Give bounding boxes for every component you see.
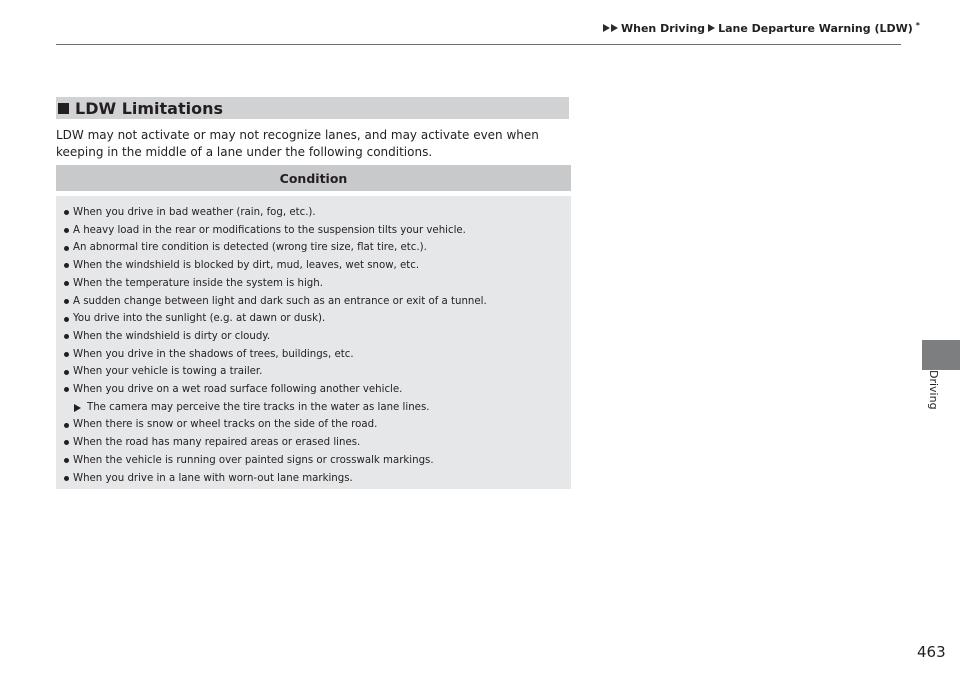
condition-text: When you drive in bad weather (rain, fog, etc.). xyxy=(73,207,316,218)
section-title: LDW Limitations xyxy=(75,98,224,118)
condition-text: A heavy load in the rear or modifications to the suspension tilts your vehicle. xyxy=(73,224,466,236)
bullet-icon xyxy=(64,476,69,481)
condition-item xyxy=(64,416,571,434)
bullet-icon xyxy=(64,370,69,375)
breadcrumb-arrow-icon xyxy=(603,24,610,32)
condition-text: When the road has many repaired areas or erased lines. xyxy=(73,437,361,449)
condition-text: When your vehicle is towing a trailer. xyxy=(73,366,263,378)
condition-text: When you drive on a wet road surface following another vehicle. xyxy=(73,384,403,396)
condition-text: The camera may perceive the tire tracks in the water as lane lines. xyxy=(87,401,430,413)
chapter-label: Driving xyxy=(927,370,940,410)
breadcrumb-item-ldw[interactable]: Lane Departure Warning (LDW) xyxy=(718,21,913,35)
bullet-icon xyxy=(64,334,69,339)
condition-item xyxy=(64,204,571,222)
bullet-icon xyxy=(64,387,69,392)
condition-item xyxy=(64,310,571,328)
condition-item xyxy=(64,222,571,240)
condition-item xyxy=(64,257,571,275)
section-heading xyxy=(56,97,569,119)
bullet-icon xyxy=(64,263,69,268)
bullet-icon xyxy=(64,210,69,215)
chapter-tab[interactable] xyxy=(922,340,960,370)
condition-item xyxy=(64,239,571,257)
condition-text: An abnormal tire condition is detected (wrong tire size, flat tire, etc.). xyxy=(73,242,427,254)
condition-item xyxy=(64,346,571,364)
bullet-icon xyxy=(64,281,69,286)
condition-text: When you drive in a lane with worn-out lane markings. xyxy=(73,472,353,484)
note-arrow-icon xyxy=(74,404,81,412)
condition-text: When the windshield is blocked by dirt, mud, leaves, wet snow, etc. xyxy=(73,260,420,272)
bullet-icon xyxy=(64,317,69,322)
bullet-icon xyxy=(64,440,69,445)
section-square-icon xyxy=(58,103,69,114)
bullet-icon xyxy=(64,299,69,304)
condition-item xyxy=(64,363,571,381)
condition-list xyxy=(56,196,571,487)
condition-text: You drive into the sunlight (e.g. at dawn or dusk). xyxy=(73,313,326,325)
condition-item xyxy=(64,381,571,399)
condition-item xyxy=(64,293,571,311)
condition-item xyxy=(64,328,571,346)
breadcrumb xyxy=(603,20,920,36)
breadcrumb-arrow-icon xyxy=(708,24,715,32)
bullet-icon xyxy=(64,458,69,463)
breadcrumb-arrow-icon xyxy=(611,24,618,32)
bullet-icon xyxy=(64,423,69,428)
bullet-icon xyxy=(64,246,69,251)
footnote-marker: * xyxy=(915,20,920,30)
condition-item xyxy=(64,470,571,488)
bullet-icon xyxy=(64,352,69,357)
bullet-icon xyxy=(64,228,69,233)
condition-item xyxy=(64,275,571,293)
condition-text: When the windshield is dirty or cloudy. xyxy=(73,330,271,342)
condition-table-header: Condition xyxy=(56,165,571,191)
condition-text: When the vehicle is running over painted signs or crosswalk markings. xyxy=(73,454,434,466)
condition-text: When the temperature inside the system is high. xyxy=(73,277,323,289)
condition-item xyxy=(64,452,571,470)
intro-paragraph: LDW may not activate or may not recognize lanes, and may activate even when keeping in the middle of a lane under the following conditions. xyxy=(56,128,539,159)
condition-table-body xyxy=(56,196,571,489)
condition-item xyxy=(64,434,571,452)
page-number: 463 xyxy=(917,643,946,661)
breadcrumb-item-when-driving[interactable]: When Driving xyxy=(621,21,706,35)
header-divider xyxy=(56,44,901,45)
condition-text: When there is snow or wheel tracks on the side of the road. xyxy=(73,419,378,431)
condition-text: A sudden change between light and dark such as an entrance or exit of a tunnel. xyxy=(73,295,487,307)
condition-subnote xyxy=(64,399,571,417)
condition-text: When you drive in the shadows of trees, buildings, etc. xyxy=(73,348,354,360)
